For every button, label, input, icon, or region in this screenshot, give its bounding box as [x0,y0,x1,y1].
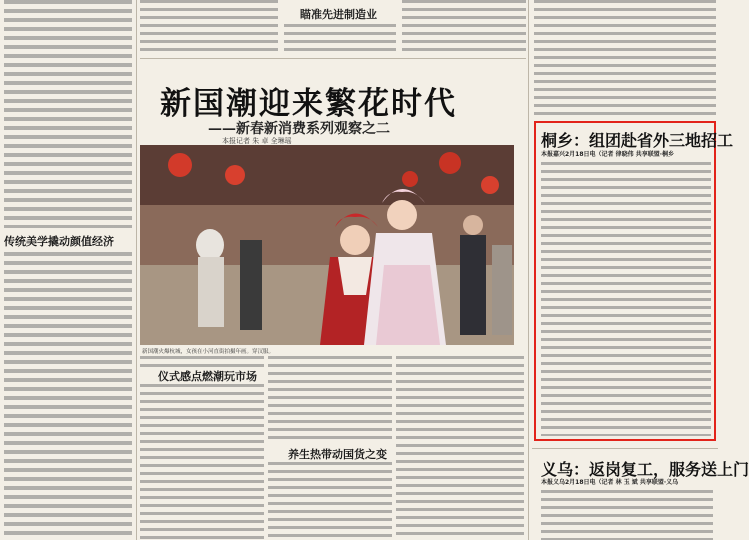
column-rule [136,0,137,540]
highlighted-article-title: 桐乡：组团赴省外三地招工 [541,131,734,150]
main-article-text-col1b [140,384,264,540]
column-rule [528,0,529,540]
second-right-article-body [541,490,713,540]
section-rule [140,58,526,59]
middle-heading-1: 仪式感点燃潮玩市场 [158,370,257,383]
center-top-left-text [140,0,278,55]
second-right-article-lead: 本报义乌2月18日电（记者 林 玉 斌 共享联盟·义乌 [541,479,679,486]
highlighted-article-body [541,162,711,436]
left-text-top [4,0,132,228]
main-article-photo [140,145,514,345]
main-article-subtitle: ——新春新消费系列观察之二 [208,121,390,137]
middle-heading-2: 养生热带动国货之变 [288,448,387,461]
left-section-heading: 传统美学撬动颜值经济 [4,235,114,248]
main-article-text-col3 [396,356,524,540]
main-article-text-col1 [140,356,264,368]
section-rule [532,448,718,449]
left-text-bottom [4,252,132,540]
main-article-text-col2b [268,462,392,540]
right-text-top [534,0,716,116]
center-top-right-text [402,0,526,55]
center-top-heading: 瞄准先进制造业 [300,8,377,21]
main-article-byline: 本报记者 朱 卓 全琳瑶 [222,137,292,145]
main-article-text-col2 [268,356,392,442]
photo-illustration [140,145,514,345]
photo-caption: 新国潮火爆杭城，女孩在小河直街拍摄年画。穿汉服。 [142,349,275,355]
center-top-mid-text [284,24,396,55]
highlighted-article-lead: 本报嘉兴2月18日电（记者 律晓伟 共享联盟·桐乡 [541,151,674,158]
main-article-title: 新国潮迎来繁花时代 [160,86,457,122]
center-right-text [520,145,526,345]
second-right-article-title: 义乌：返岗复工，服务送上门 [541,460,749,479]
